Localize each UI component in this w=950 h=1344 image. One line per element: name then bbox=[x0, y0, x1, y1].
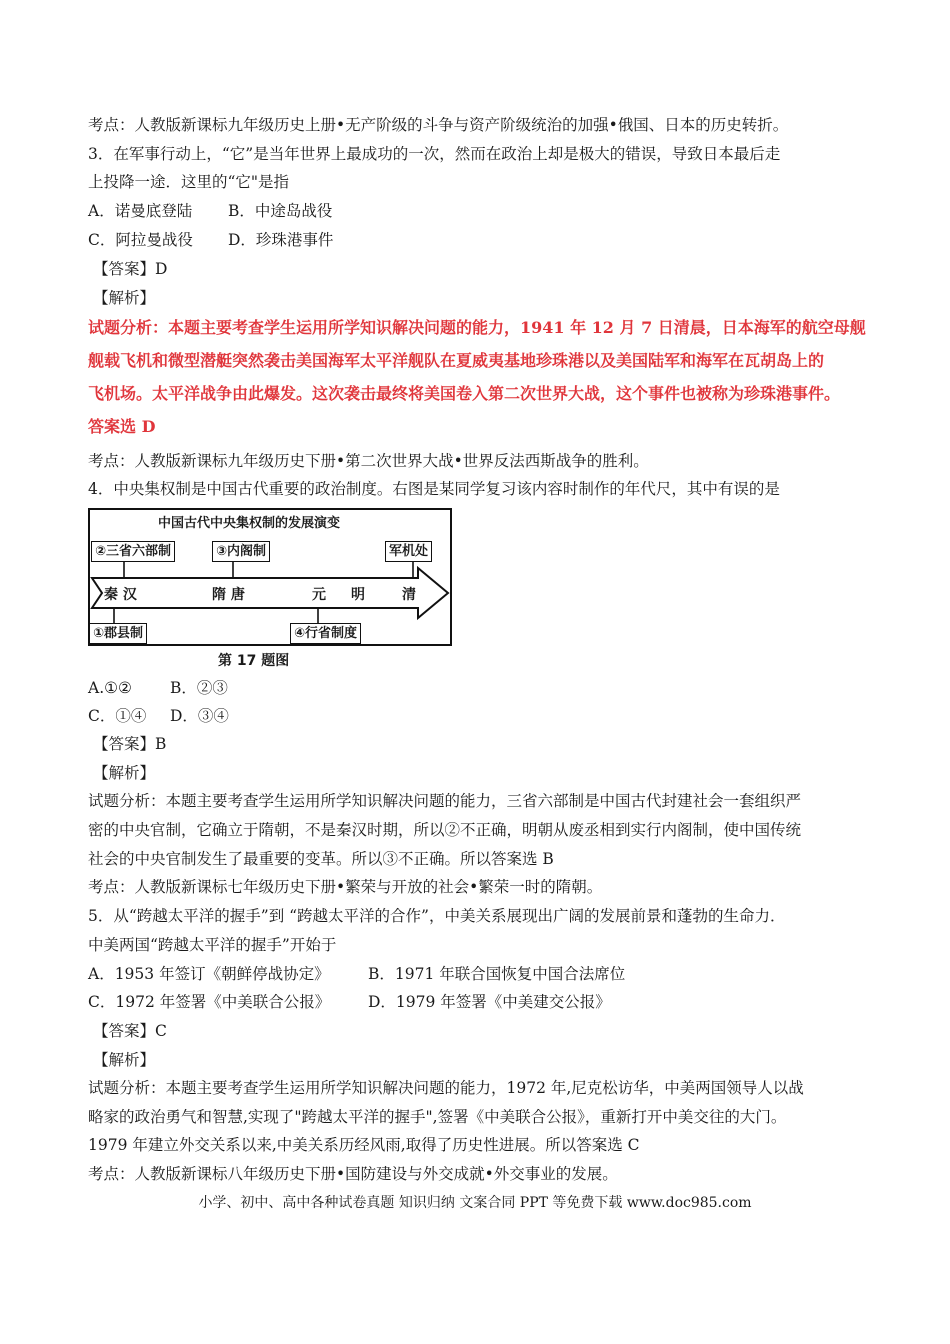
q4-analysis-line2: 密的中央官制，它确立于隋朝，不是秦汉时期，所以②不正确，明朝从废丞相到实行内阁制，使中国传统 bbox=[88, 821, 802, 839]
q5-analysis-line2: 略家的政治勇气和智慧,实现了"跨越太平洋的握手",签署《中美联合公报》，重新打开中美交往的大门。 bbox=[88, 1108, 787, 1126]
q3-analysis-line3: 飞机场。太平洋战争由此爆发。这次袭击最终将美国卷入第二次世界大战，这个事件也被称为珍珠港事件。 bbox=[88, 384, 841, 403]
q5-analysis-label: 【解析】 bbox=[93, 1051, 156, 1069]
q4-analysis-line3: 社会的中央官制发生了最重要的变革。所以③不正确。所以答案选 B bbox=[88, 850, 554, 868]
q5-option-c: C．1972 年签署《中美联合公报》 bbox=[88, 993, 331, 1011]
q2-kaodian: 考点：人教版新课标九年级历史上册•无产阶级的斗争与资产阶级统治的加强•俄国、日本的历史转折。 bbox=[88, 116, 789, 134]
era-ming: 明 bbox=[351, 587, 365, 603]
era-suitang: 隋 唐 bbox=[212, 587, 245, 603]
q4-stem: 4．中央集权制是中国古代重要的政治制度。右图是某同学复习该内容时制作的年代尺，其中有误的是 bbox=[88, 480, 780, 498]
q4-analysis-label: 【解析】 bbox=[93, 764, 156, 782]
q5-kaodian: 考点：人教版新课标八年级历史下册•国防建设与外交成就•外交事业的发展。 bbox=[88, 1165, 618, 1183]
q4-option-a: A.①② bbox=[88, 679, 132, 697]
q3-stem-line2: 上投降一途．这里的“它"是指 bbox=[88, 173, 290, 191]
q4-analysis-line1: 试题分析：本题主要考查学生运用所学知识解决问题的能力，三省六部制是中国古代封建社会一套组织严 bbox=[88, 792, 802, 810]
q5-option-d: D．1979 年签署《中美建交公报》 bbox=[368, 993, 611, 1011]
box-sansheng-liubu: ②三省六部制 bbox=[91, 541, 175, 562]
era-yuan: 元 bbox=[312, 587, 326, 603]
q3-option-a: A．诺曼底登陆 bbox=[88, 202, 193, 220]
timeline-frame bbox=[88, 508, 452, 670]
q5-option-b: B．1971 年联合国恢复中国合法席位 bbox=[368, 965, 626, 983]
diagram-caption: 第 17 题图 bbox=[218, 653, 290, 669]
q3-stem-line1: 3．在军事行动上，“它”是当年世界上最成功的一次，然而在政治上却是极大的错误，导致日本最后走 bbox=[88, 145, 781, 163]
timeline-diagram bbox=[88, 508, 452, 670]
q5-answer: 【答案】C bbox=[93, 1022, 167, 1040]
box-xingsheng: ④行省制度 bbox=[290, 623, 361, 644]
q3-analysis-label: 【解析】 bbox=[93, 289, 156, 307]
q5-stem-line2: 中美两国“跨越太平洋的握手”开始于 bbox=[88, 936, 337, 954]
q3-option-d: D．珍珠港事件 bbox=[228, 231, 334, 249]
q5-analysis-line3: 1979 年建立外交关系以来,中美关系历经风雨,取得了历史性进展。所以答案选 C bbox=[88, 1136, 640, 1154]
box-neige: ③内阁制 bbox=[212, 541, 270, 562]
box-junjichu: 军机处 bbox=[385, 541, 432, 562]
q3-option-b: B．中途岛战役 bbox=[228, 202, 333, 220]
q5-option-a: A．1953 年签订《朝鲜停战协定》 bbox=[88, 965, 330, 983]
q4-option-b: B．②③ bbox=[170, 679, 228, 697]
era-qinhan: 秦 汉 bbox=[104, 587, 137, 603]
q3-analysis-line4: 答案选 D bbox=[88, 417, 156, 436]
q5-analysis-line1: 试题分析：本题主要考查学生运用所学知识解决问题的能力，1972 年,尼克松访华，中美两国领导人以战 bbox=[88, 1079, 804, 1097]
q3-analysis-line1: 试题分析：本题主要考查学生运用所学知识解决问题的能力，1941 年 12 月 7 日清晨，日本海军的航空母舰 bbox=[88, 318, 866, 337]
q3-kaodian: 考点：人教版新课标九年级历史下册•第二次世界大战•世界反法西斯战争的胜利。 bbox=[88, 452, 649, 470]
q4-kaodian: 考点：人教版新课标七年级历史下册•繁荣与开放的社会•繁荣一时的隋朝。 bbox=[88, 878, 603, 896]
q3-option-c: C．阿拉曼战役 bbox=[88, 231, 193, 249]
q5-stem-line1: 5．从“跨越太平洋的握手”到 “跨越太平洋的合作”，中美关系展现出广阔的发展前景和蓬勃的生命力． bbox=[88, 907, 786, 925]
q3-answer: 【答案】D bbox=[93, 260, 168, 278]
q4-option-c: C．①④ bbox=[88, 707, 147, 725]
q3-analysis-line2: 舰载飞机和微型潜艇突然袭击美国海军太平洋舰队在夏威夷基地珍珠港以及美国陆军和海军在瓦胡岛上的 bbox=[88, 351, 825, 370]
box-junxian: ①郡县制 bbox=[89, 623, 147, 644]
q4-option-d: D．③④ bbox=[170, 707, 229, 725]
era-qing: 清 bbox=[402, 587, 416, 603]
page-footer: 小学、初中、高中各种试卷真题 知识归纳 文案合同 PPT 等免费下载 www.doc985.com bbox=[198, 1195, 752, 1211]
q4-answer: 【答案】B bbox=[93, 735, 167, 753]
diagram-title: 中国古代中央集权制的发展演变 bbox=[158, 516, 341, 531]
